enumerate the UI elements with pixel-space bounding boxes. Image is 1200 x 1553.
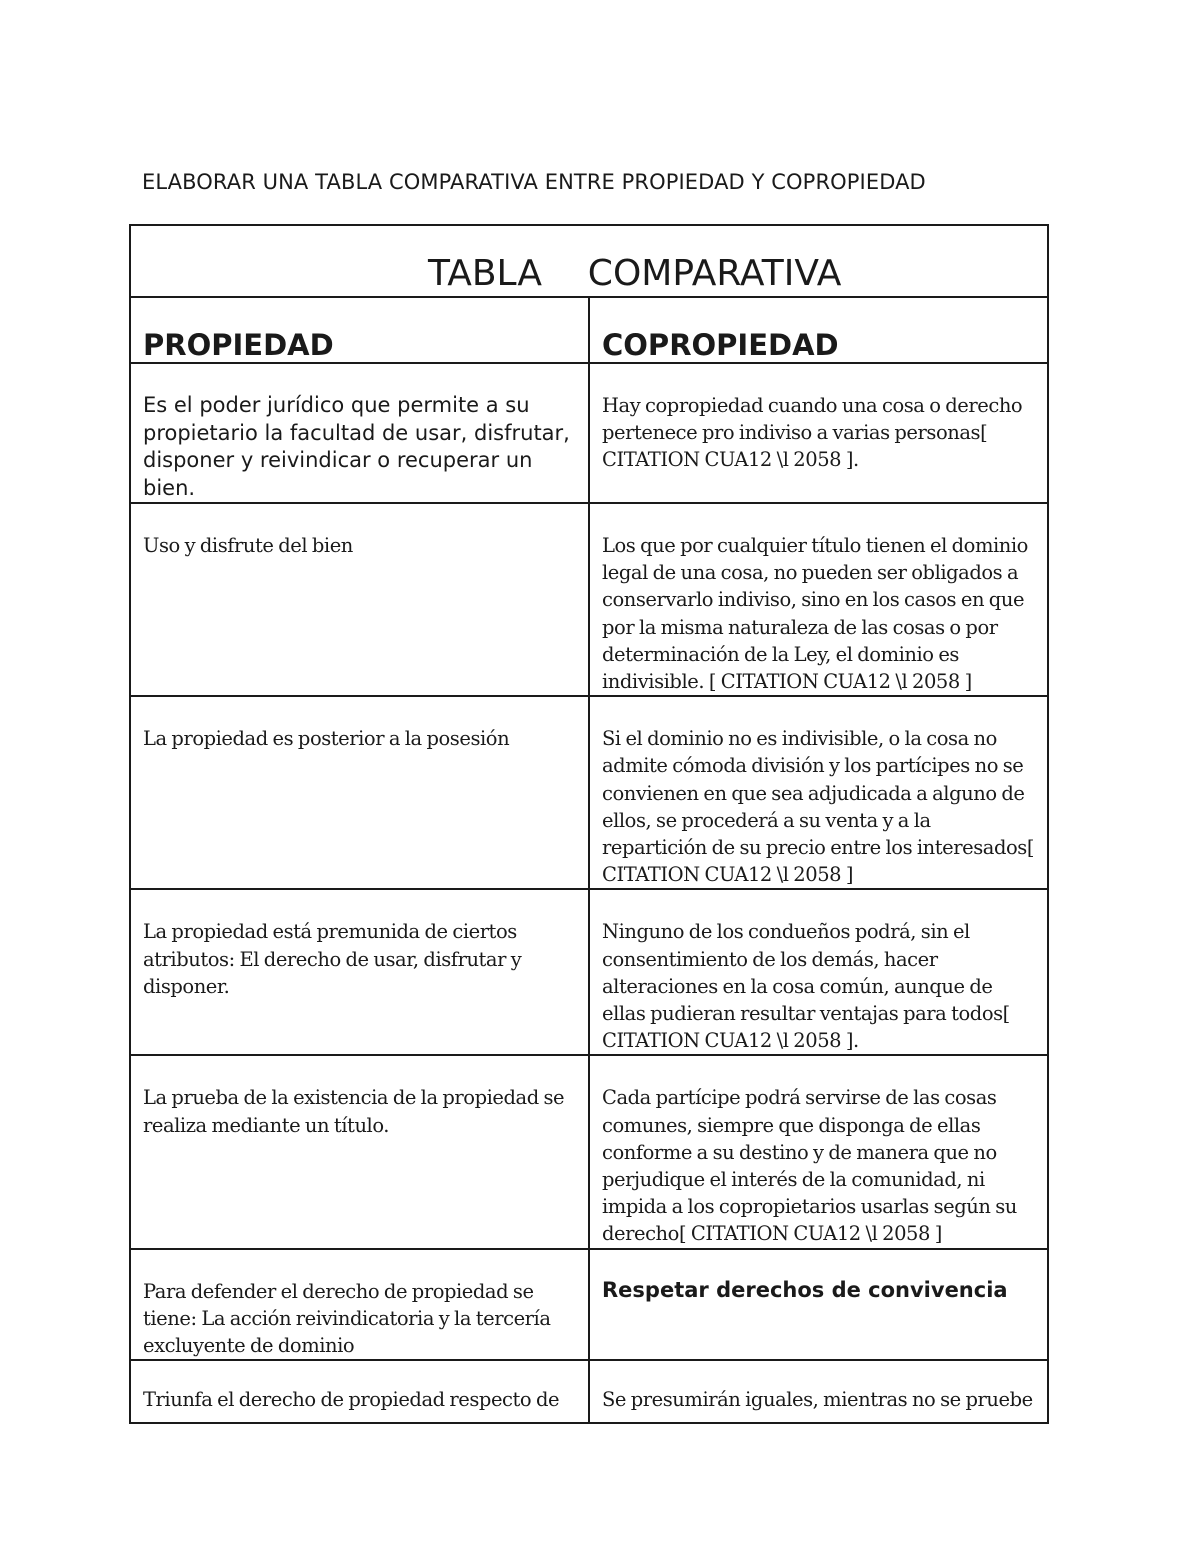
document-heading: ELABORAR UNA TABLA COMPARATIVA ENTRE PROPIEDAD Y COPROPIEDAD (142, 170, 926, 194)
table-header-row (130, 297, 1048, 363)
cell-text-copropiedad: Ninguno de los condueños podrá, sin el consentimiento de los demás, hacer alteraciones en la cosa común, aunque de ellas pudieran resultar ventajas para todos[ CITATION CUA12 \l 2058 ]. (602, 920, 1010, 1053)
cell-text-propiedad: Para defender el derecho de propiedad se tiene: La acción reivindicatoria y la tercería excluyente de dominio (143, 1279, 551, 1358)
cell-text-propiedad: La propiedad es posterior a la posesión (143, 727, 510, 751)
cell-text-copropiedad: Si el dominio no es indivisible, o la cosa no admite cómoda división y los partícipes no se convienen en que sea adjudicada a alguno de ellos, se procederá a su venta y a la repartición de su precio entre los interesados[ CITATION CUA12 \l 2058 ] (602, 727, 1034, 887)
cell-text-propiedad: Es el poder jurídico que permite a su propietario la facultad de usar, disfrutar, disponer y reivindicar o recuperar un bien. (143, 393, 570, 500)
header-cell-copropiedad (589, 297, 1048, 363)
table-cell-copropiedad (589, 1055, 1048, 1248)
comparison-table (129, 224, 1049, 1424)
table-title: TABLA COMPARATIVA (428, 253, 842, 294)
table-cell-copropiedad (589, 363, 1048, 503)
header-copropiedad: COPROPIEDAD (602, 328, 839, 362)
cell-text-propiedad: Triunfa el derecho de propiedad respecto de (143, 1388, 560, 1412)
cell-text-copropiedad: Los que por cualquier título tienen el dominio legal de una cosa, no pueden ser obligados a conservarlo indiviso, sino en los casos en que por la misma naturaleza de las cosas o por determinación de la Ley, el dominio es indivisible. [ CITATION CUA12 \l 2058 ] (602, 534, 1028, 694)
table-cell-propiedad (130, 696, 589, 889)
table-cell-copropiedad (589, 1360, 1048, 1423)
table-cell-propiedad (130, 1360, 589, 1423)
table-title-cell (130, 225, 1048, 297)
table-row (130, 1360, 1048, 1423)
header-cell-propiedad (130, 297, 589, 363)
table-row (130, 696, 1048, 889)
table-row (130, 1249, 1048, 1361)
table-row (130, 503, 1048, 696)
table-cell-copropiedad (589, 503, 1048, 696)
table-cell-propiedad (130, 1249, 589, 1361)
table-row (130, 889, 1048, 1055)
table-cell-propiedad (130, 363, 589, 503)
cell-text-copropiedad: Respetar derechos de convivencia (602, 1277, 1008, 1302)
cell-text-propiedad: La prueba de la existencia de la propiedad se realiza mediante un título. (143, 1086, 565, 1137)
table-cell-copropiedad (589, 889, 1048, 1055)
table-cell-copropiedad (589, 1249, 1048, 1361)
header-propiedad: PROPIEDAD (143, 328, 334, 362)
table-cell-copropiedad (589, 696, 1048, 889)
cell-text-copropiedad: Se presumirán iguales, mientras no se pruebe (602, 1388, 1033, 1412)
cell-text-copropiedad: Cada partícipe podrá servirse de las cosas comunes, siempre que disponga de ellas conforme a su destino y de manera que no perjudique el interés de la comunidad, ni impida a los copropietarios usarlas según su derecho[ CITATION CUA12 \l 2058 ] (602, 1086, 1017, 1246)
table-row (130, 363, 1048, 503)
cell-text-propiedad: La propiedad está premunida de ciertos atributos: El derecho de usar, disfrutar y disponer. (143, 920, 522, 998)
table-row (130, 1055, 1048, 1248)
table-title-row (130, 225, 1048, 297)
table-cell-propiedad (130, 889, 589, 1055)
cell-text-propiedad: Uso y disfrute del bien (143, 534, 353, 557)
table-cell-propiedad (130, 503, 589, 696)
cell-text-copropiedad: Hay copropiedad cuando una cosa o derecho pertenece pro indiviso a varias personas[ CITATION CUA12 \l 2058 ]. (602, 394, 1023, 472)
table-cell-propiedad (130, 1055, 589, 1248)
